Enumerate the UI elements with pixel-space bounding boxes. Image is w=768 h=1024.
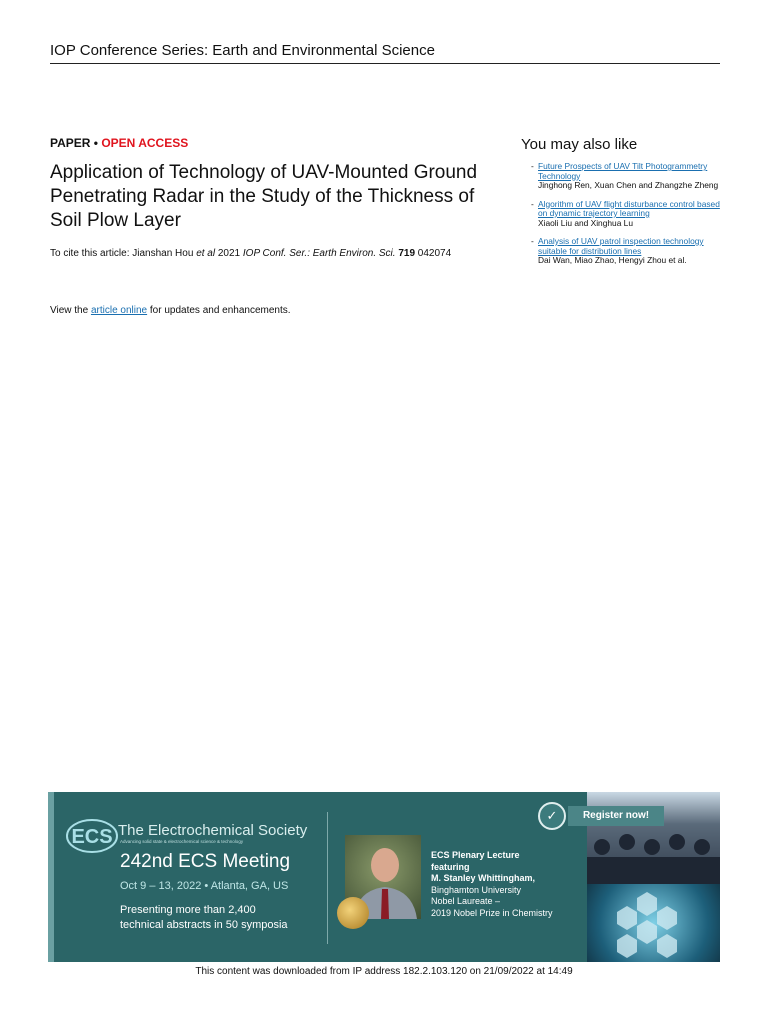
cite-etal: et al [196, 248, 216, 259]
banner-edge [48, 792, 54, 962]
ecs-advertisement-banner[interactable] [48, 792, 720, 962]
nobel-medal-icon [337, 897, 369, 929]
view-online [50, 305, 291, 316]
related-list [531, 161, 728, 275]
article-online-link[interactable]: article online [90, 305, 148, 316]
lecture-line-1: ECS Plenary Lecture [431, 850, 520, 860]
society-name: The Electrochemical Society [118, 822, 308, 839]
speaker-name: M. Stanley Whittingham, [431, 873, 536, 883]
society-tagline: Advancing solid state & electrochemical science & technology [120, 839, 244, 844]
cite-prefix: To cite this article: Jianshan Hou [50, 248, 197, 259]
related-item: - Analysis of UAV patrol inspection technology suitable for distribution lines Dai Wan, Miao Zhao, Hengyi Zhou et al. [538, 237, 728, 266]
svg-text:ECS: ECS [71, 826, 113, 848]
related-authors: Dai Wan, Miao Zhao, Hengyi Zhou et al. [538, 255, 687, 265]
presenting-line-1: Presenting more than 2,400 [120, 904, 256, 916]
ecs-logo-icon [66, 818, 118, 854]
cite-journal: IOP Conf. Ser.: Earth Environ. Sci. [242, 248, 396, 259]
meeting-description [120, 903, 288, 933]
paper-tag [50, 136, 188, 150]
presenting-line-2: technical abstracts in 50 symposia [120, 919, 288, 931]
download-notice: This content was downloaded from IP address 182.2.103.120 on 21/09/2022 at 14:49 [195, 966, 573, 977]
open-access-label: OPEN ACCESS [101, 136, 189, 150]
speaker-honor: Nobel Laureate – [431, 896, 501, 906]
paper-type: PAPER [50, 136, 91, 150]
related-item: - Future Prospects of UAV Tilt Photogrammetry Technology Jinghong Ren, Xuan Chen and Zhangzhe Zheng [538, 162, 728, 191]
plenary-lecture-info [431, 850, 553, 919]
related-authors: Xiaoli Liu and Xinghua Lu [538, 217, 633, 228]
register-label[interactable]: Register now! [568, 806, 664, 826]
cite-number: 042074 [415, 248, 452, 259]
related-link[interactable]: Algorithm of UAV flight disturbance control based on dynamic trajectory learning [538, 198, 720, 218]
speaker-prize: 2019 Nobel Prize in Chemistry [431, 907, 553, 918]
cite-year: 2021 [215, 248, 243, 259]
technology-hexagons-photo [587, 884, 720, 962]
lecture-line-2: featuring [431, 861, 470, 872]
cite-volume: 719 [395, 248, 416, 259]
banner-divider [327, 812, 328, 944]
journal-name: IOP Conference Series: Earth and Environmental Science [50, 42, 435, 59]
meeting-dates: Oct 9 – 13, 2022 • Atlanta, GA, US [120, 880, 289, 892]
related-heading: You may also like [521, 136, 638, 153]
citation [50, 248, 451, 259]
related-authors: Jinghong Ren, Xuan Chen and Zhangzhe Zheng [538, 180, 719, 190]
view-suffix: for updates and enhancements. [147, 305, 291, 316]
meeting-title: 242nd ECS Meeting [120, 851, 291, 872]
checkmark-icon: ✓ [538, 802, 566, 830]
article-title: Application of Technology of UAV-Mounted Ground Penetrating Radar in the Study of the Thickness of Soil Plow Layer [50, 162, 478, 231]
related-link[interactable]: Analysis of UAV patrol inspection technology suitable for distribution lines [538, 236, 704, 256]
separator: • [90, 136, 102, 150]
view-prefix: View the [50, 305, 91, 316]
related-link[interactable]: Future Prospects of UAV Tilt Photogrammetry Technology [538, 161, 708, 181]
header-divider [50, 63, 720, 64]
related-item: - Algorithm of UAV flight disturbance control based on dynamic trajectory learning Xiaoli Liu and Xinghua Lu [538, 200, 728, 229]
speaker-affiliation: Binghamton University [431, 884, 522, 895]
